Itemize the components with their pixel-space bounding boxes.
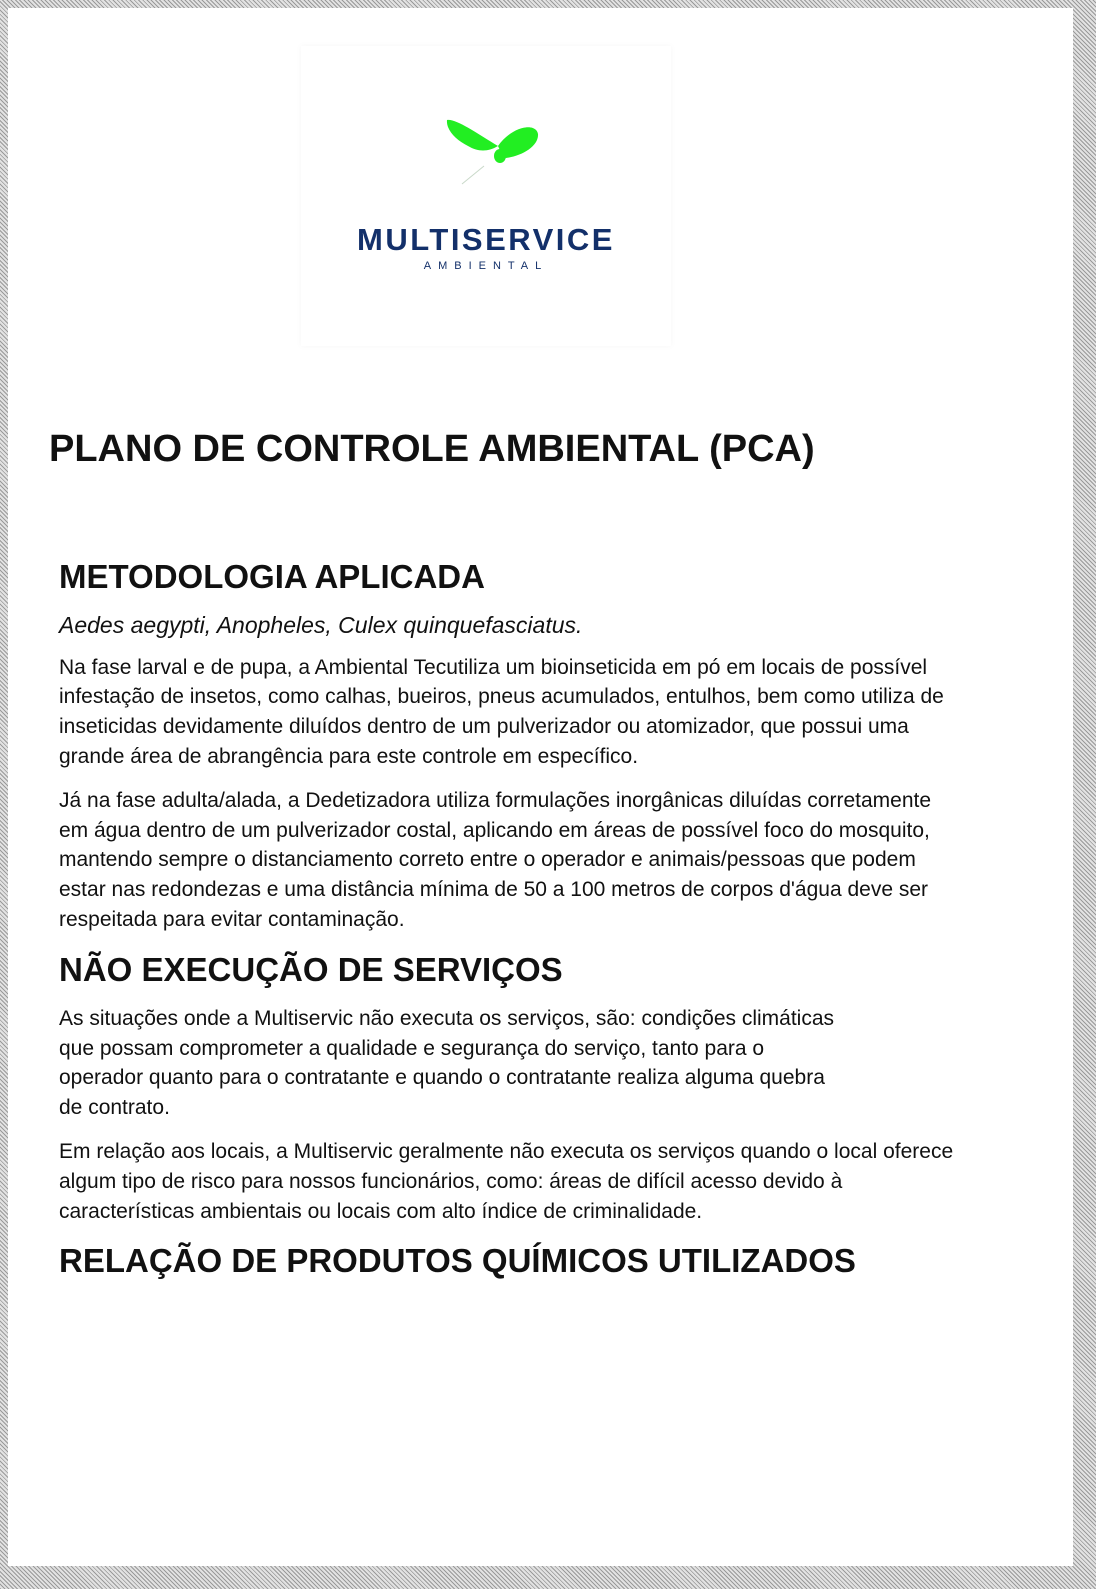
brand-subtitle: AMBIENTAL xyxy=(423,260,549,272)
section-heading-nao-execucao: NÃO EXECUÇÃO DE SERVIÇOS xyxy=(59,950,563,988)
paragraph-situacoes: As situações onde a Multiservic não executa os serviços, são: condições climáticas que possam comprometer a qualidade e segurança do serviço, tanto para o operador quanto para o contratante e quando o contratante realiza alguma quebra de contrato. xyxy=(59,1006,835,1120)
species-list: Aedes aegypti, Anopheles, Culex quinquefasciatus. xyxy=(59,611,583,638)
document-title: PLANO DE CONTROLE AMBIENTAL (PCA) xyxy=(49,428,815,470)
company-logo xyxy=(301,46,671,346)
paragraph-adulta: Já na fase adulta/alada, a Dedetizadora utiliza formulações inorgânicas diluídas corretamente em água dentro de um pulverizador costal, aplicando em áreas de possível foco do mosquito, mantendo sempre o distanciamento correto entre o operador e animais/pessoas que podem estar nas redondezas e uma distância mínima de 50 a 100 metros de corpos d'água deve ser respeitada para evitar contaminação. xyxy=(59,788,932,932)
section-heading-metodologia: METODOLOGIA APLICADA xyxy=(59,558,485,595)
document-content xyxy=(59,556,959,1295)
section-heading-produtos: RELAÇÃO DE PRODUTOS QUÍMICOS UTILIZADOS xyxy=(59,1242,856,1280)
document-page xyxy=(8,8,1073,1566)
butterfly-icon xyxy=(426,116,546,196)
paragraph-locais: Em relação aos locais, a Multiservic geralmente não executa os serviços quando o local oferece algum tipo de risco para nossos funcionários, como: áreas de difícil acesso devido à características ambientais ou locais com alto índice de criminalidade. xyxy=(59,1139,954,1223)
paragraph-larval: Na fase larval e de pupa, a Ambiental Tecutiliza um bioinseticida em pó em locais de possível infestação de insetos, como calhas, bueiros, pneus acumulados, entulhos, bem como utiliza de inseticidas devidamente diluídos dentro de um pulverizador ou atomizador, que possui uma grande área de abrangência para este controle em específico. xyxy=(59,655,944,769)
brand-name: MULTISERVICE xyxy=(357,222,615,257)
